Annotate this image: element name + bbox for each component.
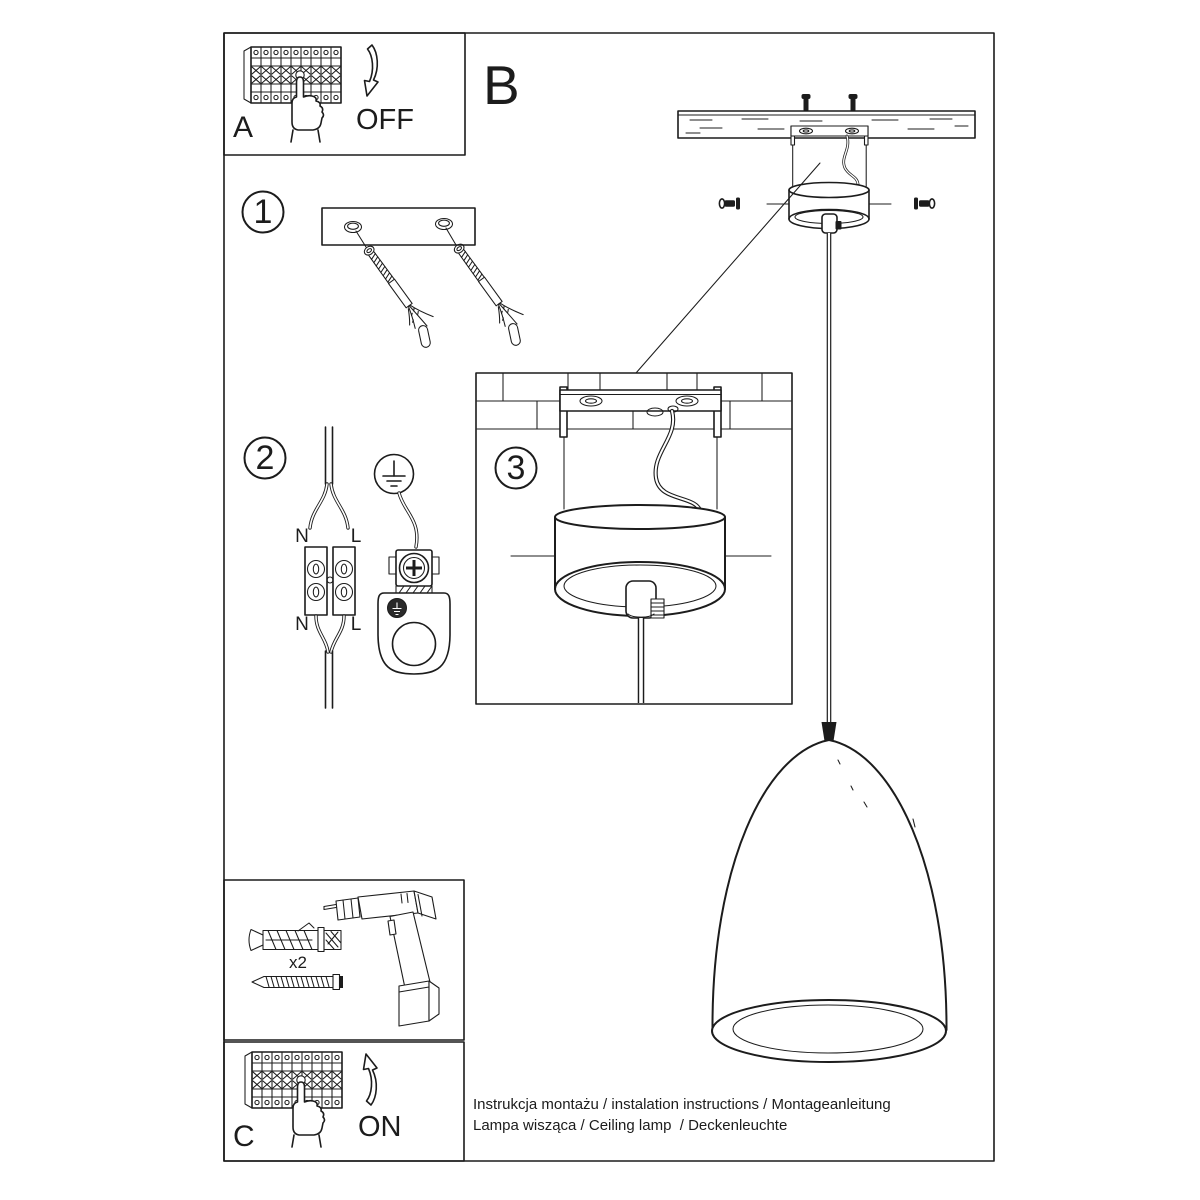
pointing-hand-icon bbox=[292, 1082, 325, 1147]
step3-figure bbox=[477, 373, 791, 703]
step2-number: 2 bbox=[255, 439, 275, 477]
anchor-count-label: x2 bbox=[289, 953, 307, 972]
terminal-block bbox=[305, 547, 355, 615]
breaker-panel-icon bbox=[245, 1052, 342, 1108]
overview-label: B bbox=[483, 54, 520, 116]
screw-wall-plug-icon bbox=[445, 238, 536, 349]
panel-a-label: A bbox=[233, 111, 254, 144]
step1-figure bbox=[243, 192, 537, 352]
step1-number: 1 bbox=[253, 193, 273, 231]
drill-icon bbox=[324, 891, 439, 1026]
panel-c-frame bbox=[224, 1042, 464, 1161]
arrow-down-icon bbox=[365, 45, 379, 96]
beam-screws bbox=[802, 94, 858, 111]
wire-label-l-top: L bbox=[350, 526, 362, 547]
side-bolt-icon bbox=[914, 198, 935, 210]
panel-a-action-label: OFF bbox=[356, 104, 414, 136]
tools-figure bbox=[249, 891, 439, 1026]
earth-clamp bbox=[378, 550, 450, 674]
screw-icon bbox=[252, 975, 343, 990]
breaker-panel-icon bbox=[244, 47, 341, 103]
panel-c-action-label: ON bbox=[358, 1111, 402, 1143]
wire-label-n-top: N bbox=[295, 526, 309, 547]
earth-symbol-icon bbox=[375, 455, 414, 494]
side-bolt-icon bbox=[719, 198, 740, 210]
step3-number: 3 bbox=[506, 449, 526, 487]
footer-line-2: Lampa wisząca / Ceiling lamp / Deckenleuchte bbox=[473, 1117, 788, 1134]
wall-plug-icon bbox=[249, 923, 341, 952]
lamp-shade bbox=[712, 722, 947, 1062]
pointing-hand-icon bbox=[291, 77, 324, 142]
panel-c-label: C bbox=[233, 1120, 255, 1153]
overview-cord-grip bbox=[822, 214, 837, 233]
wire-label-n-bottom: N bbox=[295, 614, 309, 635]
wire-label-l-bottom: L bbox=[350, 614, 362, 635]
detail-leader-line bbox=[636, 163, 820, 373]
screw-wall-plug-icon bbox=[355, 240, 446, 351]
arrow-up-icon bbox=[364, 1054, 378, 1105]
overview-bracket bbox=[791, 126, 868, 145]
footer-line-1: Instrukcja montażu / instalation instructions / Montageanleitung bbox=[473, 1096, 891, 1113]
panel-a-frame bbox=[224, 33, 465, 155]
